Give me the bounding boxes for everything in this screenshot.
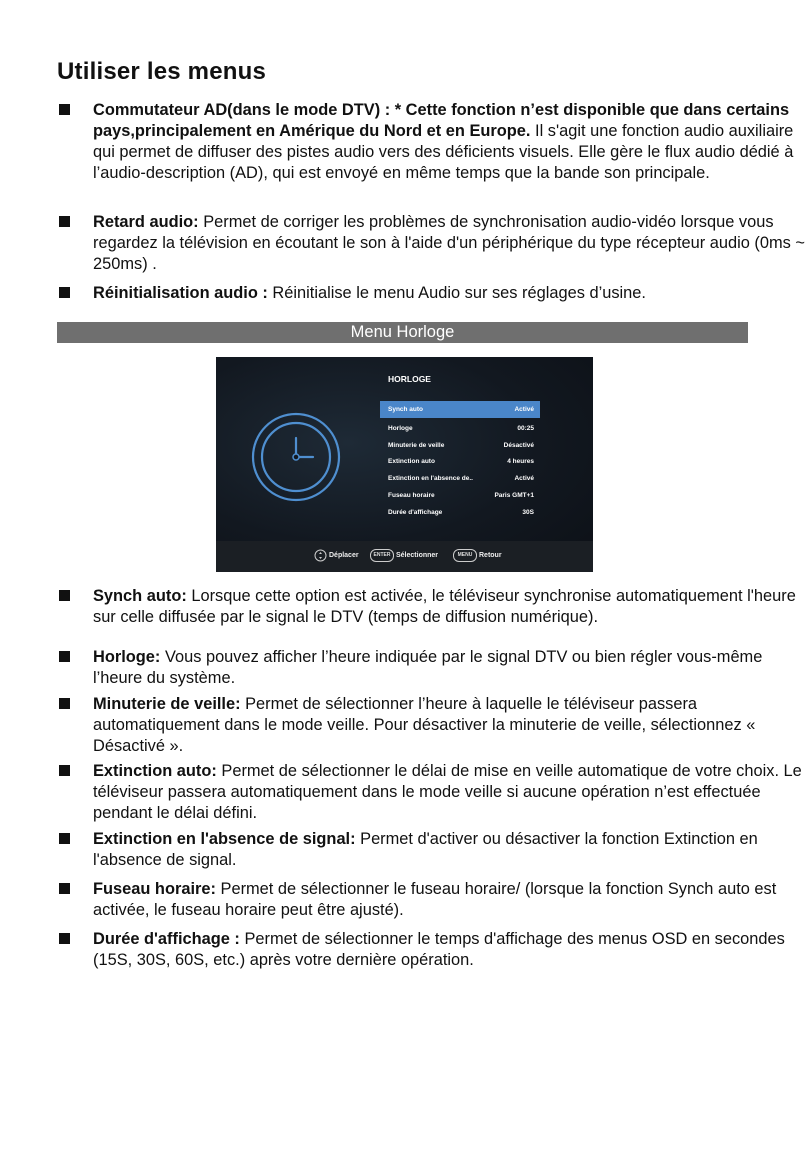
menu-footer: [216, 541, 593, 572]
list-item: [57, 929, 805, 971]
list-item: [57, 829, 805, 871]
hint-back: Retour: [479, 552, 502, 559]
hint-select: Sélectionner: [396, 552, 439, 559]
page-title: Utiliser les menus: [57, 58, 267, 85]
section-header-bar: Menu Horloge: [57, 322, 748, 343]
enter-key-icon: ENTER: [370, 549, 394, 562]
menu-row-fuseau[interactable]: [380, 487, 540, 504]
row-label: Extinction auto: [388, 458, 435, 465]
row-value: Désactivé: [503, 442, 534, 449]
list-item: [57, 586, 805, 628]
clock-icon: [247, 408, 347, 508]
navigate-icon: [314, 549, 327, 562]
item-text: Lorsque cette option est activée, le téléviseur synchronise automatiquement l'heure sur celle diffusée par le signal le DTV (temps de diffusion numérique).: [93, 587, 796, 626]
menu-row-extinction-signal[interactable]: [380, 470, 540, 487]
row-label: Horloge: [388, 425, 413, 432]
menu-row-extinction-auto[interactable]: [380, 453, 540, 470]
item-label: Extinction auto:: [93, 762, 217, 780]
bullet-square-icon: [59, 590, 70, 601]
item-text: Permet de sélectionner le temps d'affichage des menus OSD en secondes (15S, 30S, 60S, etc.) après votre dernière opération.: [93, 930, 785, 969]
menu-row-horloge[interactable]: [380, 420, 540, 437]
list-item: [57, 879, 805, 921]
row-label: Extinction en l'absence de..: [388, 475, 473, 482]
item-text: Vous pouvez afficher l’heure indiquée par le signal DTV ou bien régler vous-même l’heure du système.: [93, 648, 763, 687]
item-label: Horloge:: [93, 648, 161, 666]
item-text: Il s'agit une fonction audio auxiliaire qui permet de diffuser des pistes audio vers des déficients visuels. Elle gère le flux audio dédié à l’audio-description (AD), qui est envoyé en même temps que la bande son principale.: [93, 122, 794, 182]
item-label: Commutateur AD(dans le mode DTV) : * Cette fonction n’est disponible que dans certains pays,principalement en Amérique du Nord et en Europe.: [93, 101, 790, 140]
item-label: Durée d'affichage :: [93, 930, 240, 948]
bullet-square-icon: [59, 883, 70, 894]
row-label: Fuseau horaire: [388, 492, 435, 499]
bullet-square-icon: [59, 104, 70, 115]
bullet-square-icon: [59, 216, 70, 227]
list-item: [57, 212, 805, 275]
menu-title: HORLOGE: [388, 374, 431, 384]
list-item: [57, 647, 805, 689]
list-item: [57, 283, 805, 304]
menu-row-minuterie[interactable]: [380, 437, 540, 454]
item-text: Permet de sélectionner l’heure à laquelle le téléviseur passera automatiquement dans le mode veille. Pour désactiver la minuterie de veille, sélectionnez « Désactivé ».: [93, 695, 756, 755]
row-value: Activé: [514, 406, 534, 413]
row-value: Paris GMT+1: [494, 492, 534, 499]
list-item: [57, 761, 805, 824]
item-label: Synch auto:: [93, 587, 187, 605]
tv-clock-menu-screenshot: [216, 357, 593, 572]
menu-row-duree[interactable]: [380, 504, 540, 521]
row-value: Activé: [514, 475, 534, 482]
row-value: 30S: [522, 509, 534, 516]
item-label: Fuseau horaire:: [93, 880, 216, 898]
item-label: Minuterie de veille:: [93, 695, 241, 713]
item-text: Permet d'activer ou désactiver la fonction Extinction en l'absence de signal.: [93, 830, 758, 869]
bullet-square-icon: [59, 651, 70, 662]
bullet-square-icon: [59, 765, 70, 776]
item-text: Réinitialise le menu Audio sur ses réglages d’usine.: [267, 284, 646, 302]
item-text: Permet de sélectionner le fuseau horaire/ (lorsque la fonction Synch auto est activée, le fuseau horaire peut être ajusté).: [93, 880, 777, 919]
item-label: Réinitialisation audio :: [93, 284, 268, 302]
item-label: Retard audio:: [93, 213, 199, 231]
menu-key-icon: MENU: [453, 549, 477, 562]
row-label: Minuterie de veille: [388, 442, 445, 449]
row-value: 00:25: [517, 425, 534, 432]
hint-move: Déplacer: [329, 552, 359, 559]
list-item: [57, 694, 805, 757]
list-item: [57, 100, 805, 184]
item-label: Extinction en l'absence de signal:: [93, 830, 356, 848]
bullet-square-icon: [59, 933, 70, 944]
menu-row-synch-auto[interactable]: [380, 401, 540, 418]
item-text: Permet de corriger les problèmes de synchronisation audio-vidéo lorsque vous regardez la télévision en écoutant le son à l'aide d'un périphérique du type récepteur audio (0ms ~ 250ms) .: [93, 213, 805, 273]
row-label: Durée d'affichage: [388, 509, 443, 516]
bullet-square-icon: [59, 833, 70, 844]
row-value: 4 heures: [507, 458, 534, 465]
bullet-square-icon: [59, 287, 70, 298]
row-label: Synch auto: [388, 406, 424, 413]
bullet-square-icon: [59, 698, 70, 709]
item-text: Permet de sélectionner le délai de mise en veille automatique de votre choix. Le téléviseur passera automatiquement dans le mode veille si aucune opération n’est effectuée pendant le délai défini.: [93, 762, 802, 822]
